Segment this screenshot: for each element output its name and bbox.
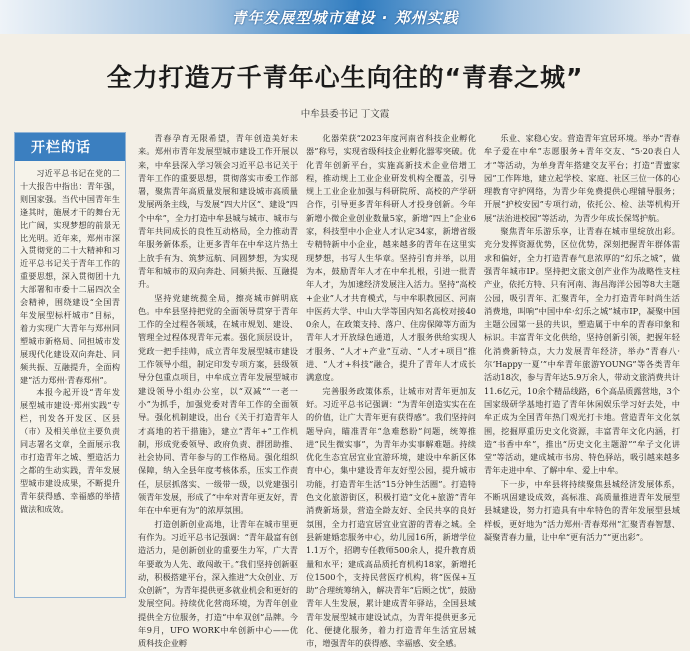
- section-banner: [0, 0, 690, 34]
- article-paragraph: 下一步，中牟县将持续聚焦县城经济发展体系，不断巩固建设成效，高标准、高质量推进青年发展型县城建设，努力打造具有中牟特色的青年发展型县域样板，更好地为“活力郑州·青春郑州”汇聚青春智慧、凝聚青春力量，让中牟“更有活力”“更出彩”。: [484, 478, 680, 542]
- sidebar-paragraph: 本报今起开设“青年发展型城市建设·郑州实践”专栏，刊发各开发区、区县（市）及相关单位主要负责同志署名文章，全面展示我市打造青年之城、塑造活力之都的生动实践，青年发展型城市建设成果，不断提升青年获得感、幸福感的举措做法和成效。: [20, 387, 120, 514]
- article-column-2: [306, 132, 476, 649]
- article-paragraph: 完善服务政策体系，让城市对青年更加友好。习近平总书记强调：“为青年创造实实在在的价值，让广大青年更有获得感”。我们坚持问题导向，瞄准青年“急难愁盼”问题，统筹推进“民生微实事”，为青年办实事解难题。持续优化生态宜居宜业宜游环境，建设中牟新区体育中心，集中建设青年友好型公园，提升城市功能，打造青年生活“15分钟生活圈”。打造特色文化旅游街区，积极打造“文化+旅游”青年消费新场景，营造全龄友好、全民共享的良好氛围，全力打造宜居宜业宜游的青春之城。全县新建婚恋服务中心，幼儿园16所，新增学位1.1万个，招聘专任教师500余人，提升教育质量和水平；建成高品质托育机构18家，新增托位1500个，支持民营医疗机构，将“医保+互助”合理统筹纳入，解决青年“后顾之忧”，鼓励青年人生发展，累计建成青年驿站，全国县域青年发展型城市建设试点，为青年提供更多元化、便捷化服务，着力打造青年生活宜居城市，增强青年的获得感、幸福感、安全感。: [306, 385, 476, 649]
- article-column-1: [138, 132, 298, 649]
- article-paragraph: 青春孕育无限希望，青年创造美好未来。郑州市青年发展型城市建设工作开展以来，中牟县深入学习领会习近平总书记关于青年工作的重要思想，贯彻落实市委工作部署，聚焦青年高质量发展和建设城市高质量发展两条主线，与发展“四大片区”、建设“四个中牟”，全力打造中牟县城与城市、城市与青年共同成长的良性互动格局，全力推动青年服务新体系，让更多青年在中牟这片热土上放手有为、筑梦远航、同圆梦想，为实现青年和城市的双向奔赴、同频共振、互融提升。: [138, 133, 298, 290]
- article-paragraph: 打造创新创业高地，让青年在城市里更有作为。习近平总书记强调：“青年最富有创造活力，是创新创业的重要生力军，广大青年要敢为人先、敢闯敢干。”我们坚持创新驱动，积极搭建平台，深入推进“大众创业、万众创新”，为青年提供更多就业机会和更好的发展空间。持续优化营商环境，为青年创业提供全方位服务，打造“中牟双创”品牌。今年9月，UFO WORK中牟创新中心——优质科技企业孵: [138, 518, 298, 649]
- article-column-3: [484, 132, 680, 598]
- article-paragraph: 坚持党建统揽全局，擦亮城市鲜明底色。中牟县坚持把党的全面领导贯穿于青年工作的全过程各领域，在城市规划、建设、管理全过程体现青年元素。强化顶层设计，党政一把手挂帅，成立青年发展型城市建设工作领导小组，制定印发专项方案，县级领导分包重点项目，中牟成立青年发展型城市建设领导小组办公室，以“双减”“一老一小”为抓手，加强党委对青年工作的全面领导。强化机制建设，出台《关于打造青年人才高地的若干措施》，建立“青年+”工作机制，形成党委领导、政府负责、群团助推、社会协同、青年参与的工作格局。强化组织保障，纳入全县年度考核体系，压实工作责任，层层抓落实、一级带一级，以党建强引领青年发展，形成了“中牟对青年更友好，青年在中牟更有为”的浓厚氛围。: [138, 292, 298, 516]
- article-headline: 全力打造万千青年心生向往的“青春之城”: [106, 63, 584, 92]
- sidebar-body: [15, 161, 125, 597]
- article-byline: 中牟县委书记 丁文霞: [300, 109, 390, 120]
- editor-note-sidebar: [14, 132, 126, 598]
- sidebar-title: 开栏的话: [15, 133, 125, 161]
- article-paragraph: 化器荣获“2023年度河南省科技企业孵化器”称号，实现省级科技企业孵化器零突破。优化青年创新平台，实施高新技术企业倍增工程，推动规上工业企业研发机构全覆盖，引导规上工业企业加强与科研院所、高校的产学研合作，引导更多青年科研人才投身创新。今年新增小微企业创业数量5家，新增“四上”企业6家，科技型中小企业人才认定34家，新增省级专精特新中小企业，越来越多的青年在这里实现梦想，书写人生华章。坚持引育并举，以用为本，鼓励青年人才在中牟扎根，引进一批青年人才，为加速经济发展注入活力。坚持“高校+企业”人才共育模式，与中牟职教园区、河南中医药大学、中山大学等国内知名高校对接400余人，在政策支持、落户、住房保障等方面为青年人才开放绿色通道，人才服务供给实现人才服务、“人才+产业”互动、“人才+项目”推进、“人才+科技”融合，提升了青年人才成长满意度。: [306, 133, 476, 383]
- article-paragraph: 乐业、家稳心安。营造青年宜居环境。举办“青春牟子爱在中牟”志愿服务+青年交友、“5·20表白人才”等活动，为单身青年搭建交友平台；打造“青蜜家园”工作阵地，建立起学校、家庭、社区三位一体的心理教育守护网络，为青少年免费提供心理辅导服务；开展“护校安园”专项行动，依托公、检、法等机构开展“法治进校园”等活动，为青少年成长保驾护航。: [484, 133, 680, 223]
- banner-title: 青年发展型城市建设 · 郑州实践: [231, 8, 459, 27]
- sidebar-paragraph: 习近平总书记在党的二十大报告中指出：青年强，则国家强。当代中国青年生逢其时，施展才干的舞台无比广阔，实现梦想的前景无比光明。近年来，郑州市深入贯彻党的二十大精神和习近平总书记关于青年工作的重要思想，深入贯彻团十九大部署和市委十二届四次全会精神，围绕建设“全国青年发展型标杆城市”目标，着力实现广大青年与郑州同塑城市新格局、同担城市发展现代化建设双向奔赴、同频共振、互融提升，全面构建“活力郑州·青春郑州”。: [20, 168, 120, 385]
- article-paragraph: 聚焦青年乐游乐享，让青春在城市里绽放出彩。充分发挥资源优势，区位优势，深刻把握青年群体需求和偏好，全力打造青春气息浓厚的“幻乐之城”，做强青年城市IP。坚持把文旅文创产业作为战略性支柱产业，依托方特、只有河南、海昌海洋公园等8大主题公园，吸引青年、汇聚青年，全力打造青年时尚生活消费地，叫响“中国中牟·幻乐之城”城市IP，凝聚中国主题公园第一县的共识，塑造属于中牟的青春印象和标识。丰富青年文化供给，坚持创新引领，把握年轻化消费新特点，大力发展青年经济，举办“青春八·尔‘Happy一夏’”中牟青年旅游YOUNG”等各类青年活动18次，参与青年达5.9万余人，带动文旅消费共计11.6亿元，10余个精品线路，6个高品质露营地，3个国家级研学基地打造了青年休闲娱乐学习好去处，中牟正成为全国青年热门观光打卡地。营造青年文化氛围，挖掘厚重历史文化资源，丰富青年文化内涵，打造“书香中牟”，推出“历史文化主题游”“牟子文化讲堂”等活动，建成城市书房、特色驿站，吸引越来越多青年走进中牟、了解中牟、爱上中牟。: [484, 226, 680, 476]
